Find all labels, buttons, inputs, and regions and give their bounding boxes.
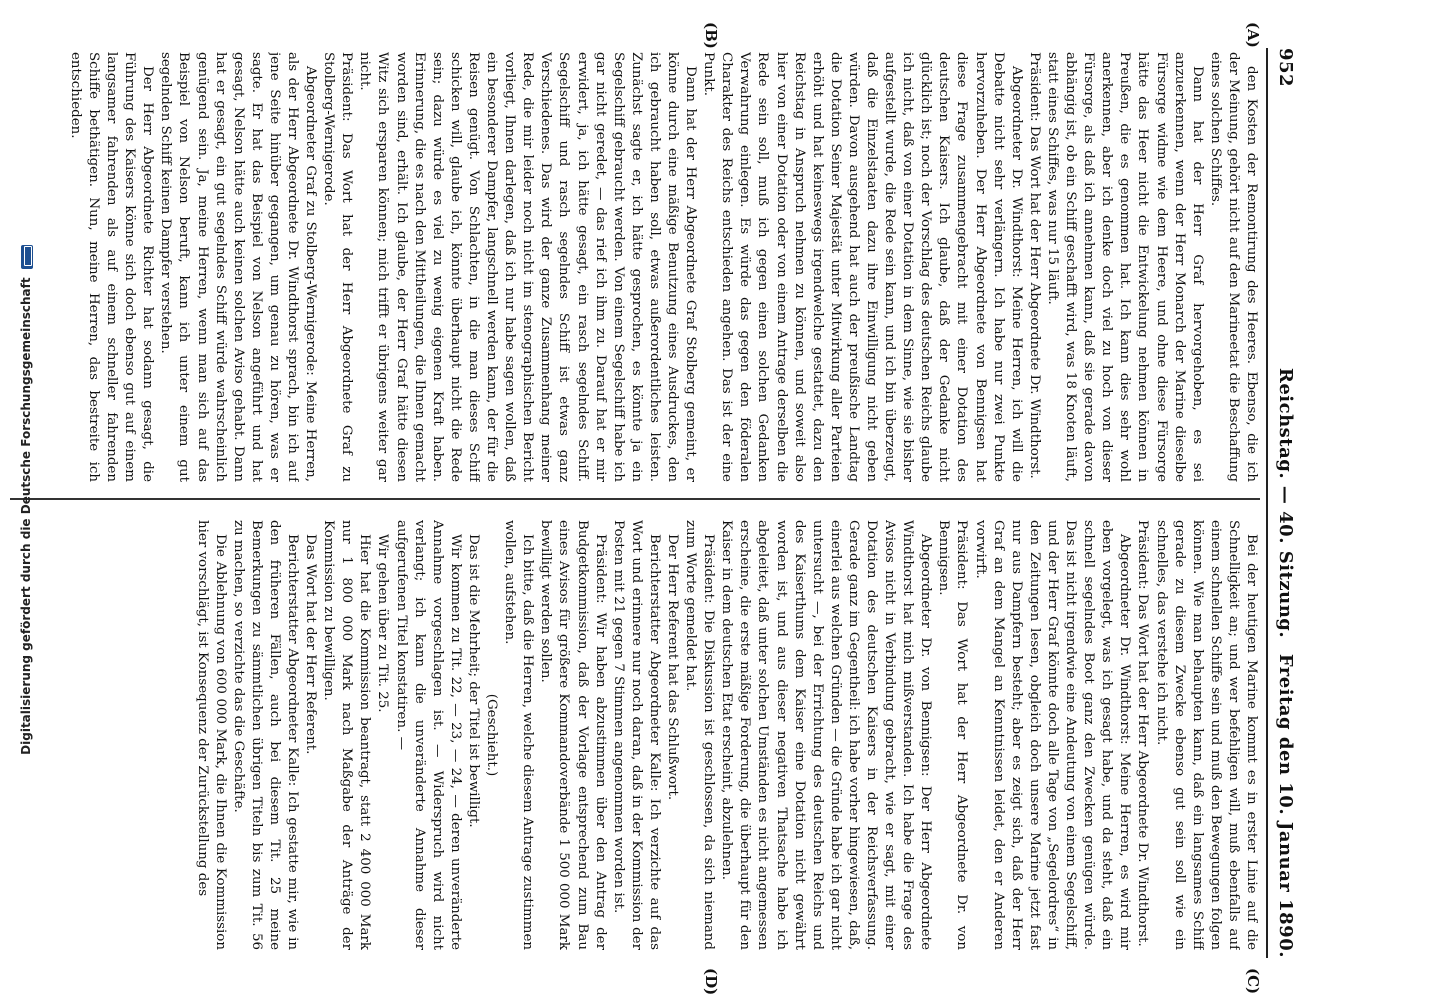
paragraph: Dann hat der Herr Abgeordnete Graf Stolberg gemeint, er könne durch eine mäßige Benutzung eines Ausdruckes, den ich gebraucht haben soll, etwas außerordentliches leisten. Zunächst sagte er, ich hätte gesprochen, es könnte ja ein Segelschiff gebraucht werden. Von einem Segelschiff habe ich gar nicht geredet, — das rief ich ihm zu. Darauf hat er mir erwidert, ja, ich hätte gesagt, ein rasch segelndes Schiff. Segelschiff und rasch segelndes Schiff ist etwas ganz Verschiedenes. Das wird der ganze Zusammenhang meiner Rede, die mir leider noch nicht im stenographischen Bericht vorliegt, Ihnen darlegen, daß ich nur habe sagen wollen, daß ein besonderer Dampfer, langschnell werden kann, der für die Reisen genügt. Von Schlachten, in die man dieses Schiff schicken will, glaube ich, könnte überhaupt nicht die Rede sein; dazu würde es viel zu wenig eigenen Kraft haben. Erinnerung, die es nach den Mittheilungen, die Ihnen gemacht worden sind, erhält. Ich glaube, der Herr Graf hätte diesen Witz sich ersparen können; mich trifft er übrigens weiter gar nicht. — [357, 52, 699, 482]
right-text-column — [10, 520, 1260, 950]
left-text-column — [10, 52, 1260, 482]
paragraph: Ich bitte, daß die Herren, welche diesem Antrage zustimmen wollen, aufstehen. — [502, 520, 536, 950]
paragraph: Abgeordneter Dr. von Bennigsen: Der Herr Abgeordnete Windthorst hat mich mißverstanden. Ich habe die Frage des Avisos nicht in Verbindung gebracht, wie er sagt, mit einer Dotation des deutschen Kaisers in der Reichsverfassung. Gerade ganz im Gegentheil: ich habe vorher hingewiesen, daß, einerlei aus welchen Gründen — die Gründe habe ich gar nicht untersucht —, bei der Errichtung des deutschen Reichs und des Kaiserthums dem Kaiser eine Dotation nicht gewährt worden ist, und aus dieser negativen Thatsache habe ich abgeleitet, daß unter solchen Umständen es nicht angemessen erscheine, die erste mäßige Forderung, die überhaupt für den Kaiser in dem deutschen Etat erscheint, abzulehnen. — [719, 520, 934, 950]
column-divider — [10, 498, 1260, 500]
paragraph: Wir kommen zu Tit. 22, — 23, — 24, — deren unveränderte Annahme vorgeschlagen ist. — Widerspruch wird nicht verlangt; ich kann die unveränderte Annahme dieser aufgerufenen Titel konstatiren. — — [393, 520, 463, 950]
paragraph: Das ist die Mehrheit; der Titel ist bewilligt. — [465, 534, 481, 828]
margin-marker-d: (D) — [702, 968, 720, 996]
stage-direction: (Geschieht.) — [484, 693, 500, 777]
paragraph: Abgeordneter Dr. Windthorst: Meine Herren, ich will die Debatte nicht sehr verlängern. Ich habe nur zwei Punkte hervorzuheben. Der Herr Abgeordnete von Bennigsen hat diese Frage zusammengebracht mit einer Dotation des deutschen Kaisers. Ich glaube, daß der Gedanke nicht glücklich ist; noch der Vorschlag des deutschen Reichs glaube ich nicht, daß von einer Dotation in dem Sinne, wie sie bisher aufgestellt wurde, die Rede sein kann, und ich bin überzeugt, daß die Einzelstaaten dazu ihre Einwilligung nicht geben würden. Davon ausgehend hat auch der preußische Landtag die Dotation Seiner Majestät unter Mitwirkung aller Parteien erhöht und hat keineswegs irgendwelche gestattet, dazu den Reichstag in Anspruch nehmen zu können, und soweit also hier von einer Dotation oder von einem Antrage derselben die Rede sein soll, muß ich gegen einen solchen Gedanken Verwahrung einlegen. Es würde das gegen den föderalen Charakter des Reichs entschieden angehen. Das ist der eine Punkt. — [701, 52, 1024, 482]
footer-text: Digitalisierung gefördert durch die Deutsche Forschungsgemeinschaft — [19, 277, 33, 755]
paragraph: Berichterstatter Abgeordneter Kalle: Ich gestatte mir, wie in den früheren Fällen, auch bei diesem Tit. 25 meine Bemerkungen zu sämmtlichen übrigen Titeln bis zum Tit. 56 zu machen, so verzichte das die Geschäfte. — [230, 520, 301, 950]
speaker-paragraph: Präsident: Das Wort hat der Herr Abgeordnete Dr. Windthorst. — [1026, 52, 1042, 479]
paragraph: Hier hat die Kommission beantragt, statt 2 400 000 Mark nur 1 800 000 Mark nach Maßgabe der Anträge der Kommission zu bewilligen. — [321, 520, 373, 950]
margin-marker-c: (C) — [1244, 968, 1262, 995]
margin-marker-a: (A) — [1244, 22, 1262, 48]
speaker-paragraph: Präsident: Das Wort hat der Herr Abgeordnete Dr. Windthorst. — [1135, 520, 1151, 947]
dfg-logo-icon — [21, 245, 33, 269]
speaker-paragraph: Präsident: Das Wort hat der Herr Abgeordnete Dr. von Bennigsen. — [936, 520, 970, 950]
paragraph: Das Wort hat der Herr Referent. — [303, 534, 319, 755]
paragraph: Bei der heutigen Marine kommt es in erster Linie auf die Schnelligkeit an; und wer befehligen will, muß ebenfalls auf einem schnellen Schiffe sein und muß den Bewegungen folgen können. Wie man behaupten kann, daß ein langsames Schiff gerade zu diesem Zwecke ebenso gut sein soll wie ein schnelles, das verstehe ich nicht. — [1153, 520, 1259, 950]
session-date: Freitag den 10. Januar 1890. — [1275, 653, 1296, 958]
paragraph: den Kosten der Remontirung des Heeres. Ebenso, die ich der Meinung, gehört nicht auf den Marineetat die Beschaffung eines solchen Schiffes. — [1207, 52, 1259, 482]
paragraph: Der Herr Referent hat das Schlußwort. — [665, 534, 680, 801]
speaker-paragraph: Präsident: Das Wort hat der Herr Abgeordnete Graf zu Stolberg-Wernigerode. — [321, 52, 355, 482]
paragraph: Wir gehen über zu Tit. 25. — [375, 534, 391, 713]
paragraph: Abgeordneter Dr. Windthorst: Meine Herren, es wird mir eben vorgelegt, was ich gesagt habe, und da steht, daß ein schnell segelndes Boot ganz den Zwecken genügen würde. Das ist nicht irgendwie eine Andeutung von einem Segelschiff, und der Herr Graf könnte doch alle Tage von „Segelordres“ in den Zeitungen lesen, obgleich doch unsere Marine jetzt fast nur aus Dampfern besteht; aber es zeigt sich, daß der Herr Graf an dem Mangel an Kenntnissen leidet, den er Anderen vorwirft. — [972, 520, 1133, 950]
header-rule — [1266, 48, 1268, 958]
page-header — [1270, 48, 1296, 958]
digitization-footer — [12, 0, 40, 1000]
paragraph: Der Herr Abgeordnete Richter hat sodann gesagt, die Führung des Kaisers könne sich doch ebenso gut auf einem langsamer fahrenden als auf einem schneller fahrenden Schiffe bethätigen. Nun, meine Herren, das bestreite ich entschieden. — [67, 52, 156, 482]
paragraph: Berichterstatter Abgeordneter Kalle: Ich verzichte auf das Wort und erinnere nur noch daran, daß in der Kommission der Posten mit 21 gegen 7 Stimmen angenommen worden ist. — [610, 520, 662, 950]
page-number: 952 — [1275, 48, 1296, 88]
page-title: Reichstag. — 40. Sitzung. — [1275, 367, 1296, 639]
paragraph: Präsident: Die Diskussion ist geschlossen, da sich niemand zum Worte gemeldet hat. — [683, 520, 717, 950]
paragraph: Dann hat der Herr Graf hervorgehoben, es sei anzuerkennen, wenn der Herr Monarch der Marine dieselbe Fürsorge widme wie dem Heere, und ohne diese Fürsorge hätte das Heer nicht die Entwickelung nehmen können in Preußen, die es genommen hat. Ich kann dies sehr wohl anerkennen, aber ich denke doch viel zu hoch von dieser Fürsorge, als daß ich annehmen kann, daß sie gerade davon abhängig ist, ob ein Schiff geschafft wird, was 18 Knoten läuft, statt eines Schiffes, was nur 15 läuft. — [1044, 52, 1205, 482]
paragraph: Abgeordneter Graf zu Stolberg-Wernigerode: Meine Herren, als der Herr Abgeordnete Dr. Windthorst sprach, bin ich auf jene Seite hinüber gegangen, um genau zu hören, was er sagte. Er hat das Beispiel von Nelson angeführt und hat gesagt, Nelson hätte auch keinen solchen Aviso gehabt. Dann hat er gesagt, ein gut segelndes Schiff würde wahrscheinlich genügend sein. Ja, meine Herren, wenn man sich auf das Beispiel von Nelson beruft, kann ich unter einem gut segelnden Schiff keinen Dampfer verstehen. — [158, 52, 319, 482]
paragraph: Präsident: Wir haben abzustimmen über den Antrag der Budgetkommission, daß der Vorlage entsprechend zum Bau eines Avisos für größere Kommandoverbände 1 500 000 Mark bewilligt werden sollen. — [538, 520, 608, 950]
paragraph: Die Ablehnung von 600 000 Mark, die Ihnen die Kommission hier vorschlägt, ist Konsequenz der Zurückstellung des — [194, 520, 228, 950]
margin-marker-b: (B) — [702, 22, 720, 49]
